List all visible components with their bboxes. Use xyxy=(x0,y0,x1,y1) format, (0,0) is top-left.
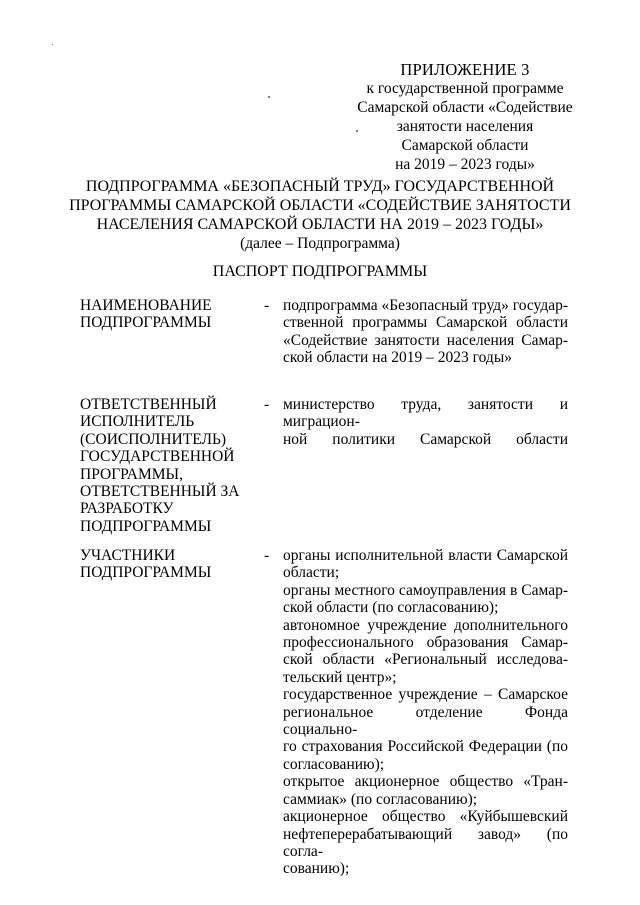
row-dash: - xyxy=(264,547,270,564)
row-label xyxy=(80,297,260,332)
value-line: ской области на 2019 – 2023 годы» xyxy=(283,349,512,367)
appendix-line: Самарской области «Содействие xyxy=(357,99,573,116)
label-line: ПОДПРОГРАММЫ xyxy=(80,517,212,535)
appendix-block xyxy=(340,60,590,174)
row-value xyxy=(283,396,568,448)
row-value xyxy=(283,297,568,367)
label-line: ПОДПРОГРАММЫ xyxy=(80,314,212,332)
value-line: нефтеперерабатывающий завод» (по согла- xyxy=(283,825,568,860)
value-line: ственной программы Самарской области xyxy=(283,314,568,332)
appendix-line: к государственной программе xyxy=(366,80,564,97)
value-line: открытое акционерное общество «Тран- xyxy=(283,773,568,791)
passport-row-participants xyxy=(80,547,570,878)
title-line: ПРОГРАММЫ САМАРСКОЙ ОБЛАСТИ «СОДЕЙСТВИЕ ЗАНЯТОСТИ xyxy=(69,197,571,214)
value-line: ской области «Региональный исследова- xyxy=(283,651,568,669)
value-line: органы местного самоуправления в Самар- xyxy=(283,581,568,599)
value-line: саммиак» (по согласованию); xyxy=(283,790,478,808)
value-line: го страхования Российской Федерации (по xyxy=(283,738,568,756)
title-line: НАСЕЛЕНИЯ САМАРСКОЙ ОБЛАСТИ НА 2019 – 2023 ГОДЫ» xyxy=(96,216,544,233)
passport-row-responsible xyxy=(80,396,570,535)
value-line: сованию); xyxy=(283,860,350,878)
row-label xyxy=(80,547,260,582)
scan-speck xyxy=(356,130,358,132)
appendix-line: занятости населения xyxy=(396,118,534,135)
passport-heading: ПАСПОРТ ПОДПРОГРАММЫ xyxy=(212,263,428,280)
value-line: тельский центр»; xyxy=(283,668,397,686)
value-line: министерство труда, занятости и миграцион- xyxy=(283,396,568,431)
value-line: региональное отделение Фонда социально- xyxy=(283,703,568,739)
label-line: ПОДПРОГРАММЫ xyxy=(80,564,212,582)
value-line: ной политики Самарской области xyxy=(283,430,568,448)
title-note: (далее – Подпрограмма) xyxy=(240,235,400,252)
label-line: ОТВЕТСТВЕННЫЙ xyxy=(80,396,217,413)
value-line: органы исполнительной власти Самарской xyxy=(283,547,568,564)
appendix-line: Самарской области xyxy=(401,137,529,154)
scan-speck xyxy=(52,44,53,45)
value-line: акционерное общество «Куйбышевский xyxy=(283,808,568,826)
value-line: области; xyxy=(283,564,340,582)
appendix-title: ПРИЛОЖЕНИЕ 3 xyxy=(400,60,530,79)
value-line: согласованию); xyxy=(283,755,385,773)
label-line: ПРОГРАММЫ, xyxy=(80,465,183,483)
row-label xyxy=(80,396,260,535)
title-line: ПОДПРОГРАММА «БЕЗОПАСНЫЙ ТРУД» ГОСУДАРСТВЕННОЙ xyxy=(85,178,555,195)
subprogram-title xyxy=(60,177,580,253)
value-line: автономное учреждение дополнительного xyxy=(283,616,568,634)
scan-speck xyxy=(268,96,270,98)
passport-row-name xyxy=(80,297,570,367)
value-line: ской области (по согласованию); xyxy=(283,599,499,617)
value-line: подпрограмма «Безопасный труд» государ- xyxy=(283,297,568,314)
value-line: государственное учреждение – Самарское xyxy=(283,686,568,704)
label-line: РАЗРАБОТКУ xyxy=(80,500,174,518)
row-dash: - xyxy=(264,396,270,413)
label-line: (СОИСПОЛНИТЕЛЬ) xyxy=(80,430,227,448)
label-line: ИСПОЛНИТЕЛЬ xyxy=(80,413,195,431)
label-line: ОТВЕТСТВЕННЫЙ ЗА xyxy=(80,483,240,501)
value-line: профессионального образования Самар- xyxy=(283,634,568,652)
value-line: «Содействие занятости населения Самар- xyxy=(283,331,568,349)
row-value xyxy=(283,547,568,878)
row-dash: - xyxy=(264,297,270,314)
label-line: ГОСУДАРСТВЕННОЙ xyxy=(80,448,235,466)
label-line: УЧАСТНИКИ xyxy=(80,547,176,564)
label-line: НАИМЕНОВАНИЕ xyxy=(80,297,212,314)
appendix-line: на 2019 – 2023 годы» xyxy=(395,156,535,173)
